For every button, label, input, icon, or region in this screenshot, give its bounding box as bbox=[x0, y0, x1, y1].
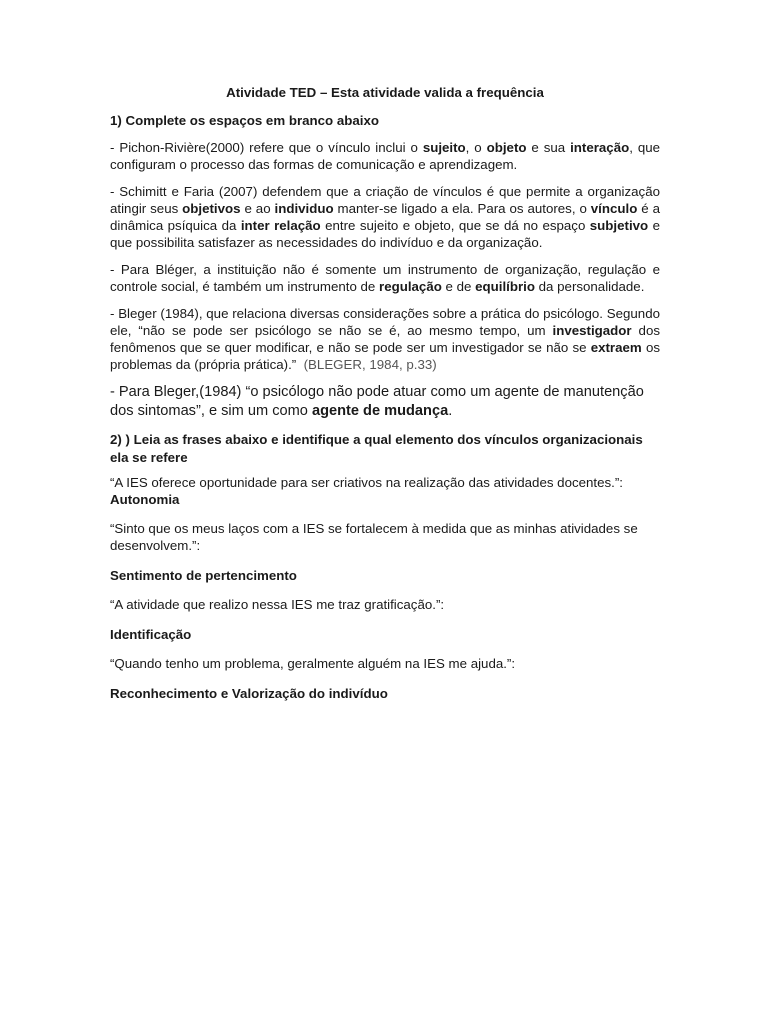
answer-investigador: investigador bbox=[552, 323, 632, 338]
answer-sujeito: sujeito bbox=[422, 140, 466, 155]
paragraph-bleger-1984 bbox=[110, 305, 660, 373]
text-segment: e que possibilita satisfazer as necessidades do indivíduo e da organização. bbox=[110, 218, 660, 250]
text-segment: . bbox=[448, 403, 453, 419]
question-1-heading: 1) Complete os espaços em branco abaixo bbox=[110, 113, 379, 128]
text-segment: , que configuram o processo das formas de comunicação e aprendizagem. bbox=[110, 140, 661, 172]
document-title: Atividade TED – Esta atividade valida a frequência bbox=[226, 85, 544, 100]
text-segment: e sua bbox=[526, 140, 571, 155]
text-segment: e de bbox=[441, 279, 476, 294]
answer-individuo: individuo bbox=[274, 201, 334, 216]
text-segment: manter-se ligado a ela. Para os autores, o bbox=[333, 201, 591, 216]
text-segment: , o bbox=[465, 140, 487, 155]
text-segment: da personalidade. bbox=[534, 279, 645, 294]
text-segment: - Bleger (1984), que relaciona diversas considerações sobre a prática do psicólogo. Segundo ele, “não se pode ser psicólogo se não se é, ao mesmo tempo, um bbox=[110, 306, 660, 338]
answer-objeto: objeto bbox=[486, 140, 527, 155]
text-segment: dos fenômenos que se quer modificar, e não se pode ser um investigador se não se bbox=[110, 323, 660, 355]
answer-objetivos: objetivos bbox=[182, 201, 241, 216]
quote-pertencimento: “Sinto que os meus laços com a IES se fortalecem à medida que as minhas atividades se desenvolvem.”: bbox=[110, 521, 638, 553]
answer-autonomia: Autonomia bbox=[110, 492, 180, 507]
text-segment: é a dinâmica psíquica da bbox=[110, 201, 660, 233]
answer-identificacao: Identificação bbox=[110, 627, 192, 642]
text-segment: - Pichon-Rivière(2000) refere que o vínculo inclui o bbox=[110, 140, 423, 155]
quote-autonomia: “A IES oferece oportunidade para ser criativos na realização das atividades docentes.”: bbox=[110, 475, 623, 490]
answer-agente-de-mudanca: agente de mudança bbox=[311, 403, 449, 419]
citation: (BLEGER, 1984, p.33) bbox=[303, 357, 437, 372]
answer-vinculo: vínculo bbox=[590, 201, 638, 216]
question-2-heading: 2) ) Leia as frases abaixo e identifique a qual elemento dos vínculos organizacionais ela se refere bbox=[110, 432, 643, 465]
paragraph-agente-mudanca bbox=[110, 383, 660, 421]
answer-equilibrio: equilíbrio bbox=[475, 279, 535, 294]
text-segment: - Schimitt e Faria (2007) defendem que a criação de vínculos é que permite a organização atingir seus bbox=[110, 184, 660, 216]
text-segment: e ao bbox=[240, 201, 275, 216]
paragraph-bleger-instituicao bbox=[110, 261, 660, 295]
answer-interacao: interação bbox=[570, 140, 630, 155]
answer-pertencimento: Sentimento de pertencimento bbox=[110, 568, 297, 583]
text-segment: - Para Bleger,(1984) “o psicólogo não pode atuar como um agente de manutenção dos sintomas”, e sim um como bbox=[110, 384, 644, 419]
quote-reconhecimento: “Quando tenho um problema, geralmente alguém na IES me ajuda.”: bbox=[110, 656, 516, 671]
document-body bbox=[110, 84, 660, 702]
answer-reconhecimento: Reconhecimento e Valorização do indivíduo bbox=[110, 686, 388, 701]
paragraph-schimitt-faria bbox=[110, 183, 660, 251]
answer-inter-relacao: inter relação bbox=[240, 218, 321, 233]
answer-subjetivo: subjetivo bbox=[589, 218, 649, 233]
text-segment: os problemas da (própria prática).” bbox=[110, 340, 660, 372]
answer-extraem: extraem bbox=[590, 340, 642, 355]
text-segment: - Para Bléger, a instituição não é somente um instrumento de organização, regulação e controle social, é também um instrumento de bbox=[110, 262, 660, 294]
answer-regulacao: regulação bbox=[379, 279, 442, 294]
paragraph-pichon-riviere bbox=[110, 139, 660, 173]
quote-identificacao: “A atividade que realizo nessa IES me traz gratificação.”: bbox=[110, 597, 445, 612]
text-segment: entre sujeito e objeto, que se dá no espaço bbox=[320, 218, 590, 233]
